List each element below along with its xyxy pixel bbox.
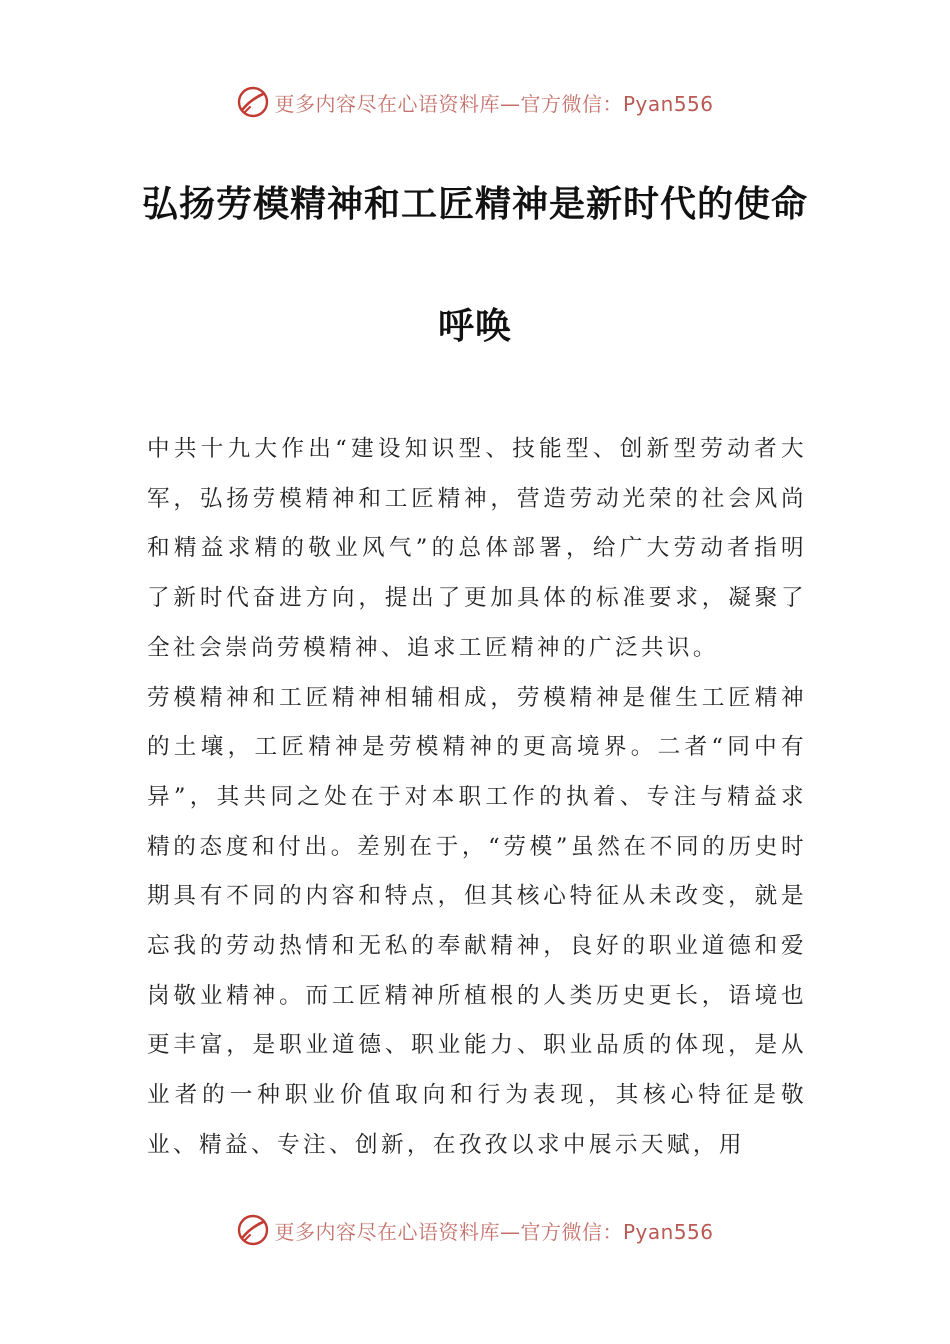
body-paragraph-1: 中共十九大作出“建设知识型、技能型、创新型劳动者大军，弘扬劳模精神和工匠精神，营造劳动光荣的社会风尚和精益求精的敬业风气”的总体部署，给广大劳动者指明了新时代奋进方向，提出了更加具体的标准要求，凝聚了全社会崇尚劳模精神、追求工匠精神的广泛共识。 bbox=[147, 436, 807, 661]
header-watermark-text: 更多内容尽在心语资料库—官方微信：Pyan556 bbox=[274, 91, 714, 116]
header-watermark-banner bbox=[0, 80, 950, 124]
pen-logo-icon bbox=[236, 85, 270, 119]
pen-logo-icon bbox=[236, 1213, 270, 1247]
document-title-line-1: 弘扬劳模精神和工匠精神是新时代的使命 bbox=[141, 184, 808, 225]
document-body bbox=[147, 425, 807, 1171]
document-title-line-2: 呼唤 bbox=[437, 306, 512, 347]
body-paragraph-2: 劳模精神和工匠精神相辅相成，劳模精神是催生工匠精神的土壤，工匠精神是劳模精神的更高境界。二者“同中有异”，其共同之处在于对本职工作的执着、专注与精益求精的态度和付出。差别在于，“劳模”虽然在不同的历史时期具有不同的内容和特点，但其核心特征从未改变，就是忘我的劳动热情和无私的奉献精神，良好的职业道德和爱岗敬业精神。而工匠精神所植根的人类历史更长，语境也更丰富，是职业道德、职业能力、职业品质的体现，是从业者的一种职业价值取向和行为表现，其核心特征是敬业、精益、专注、创新，在孜孜以求中展示天赋，用 bbox=[147, 684, 807, 1158]
footer-watermark-text: 更多内容尽在心语资料库—官方微信：Pyan556 bbox=[274, 1219, 714, 1244]
footer-watermark-banner bbox=[0, 1208, 950, 1252]
